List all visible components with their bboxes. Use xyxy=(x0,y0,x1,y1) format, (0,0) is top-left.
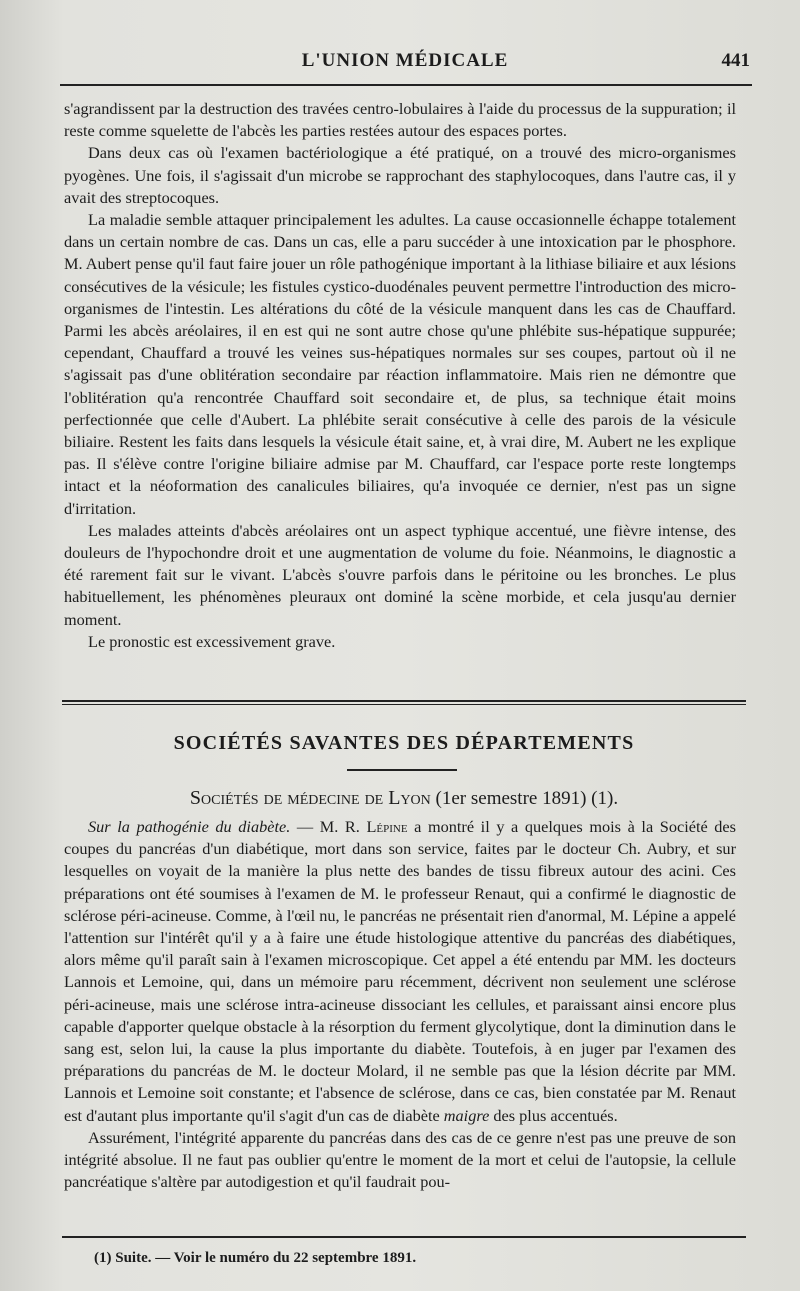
society-report xyxy=(64,816,736,1193)
section-title-rule xyxy=(347,769,457,771)
paragraph: Dans deux cas où l'examen bactériologique a été pratiqué, on a trouvé des micro-organismes pyogènes. Une fois, il s'agissait d'un microbe se rapprochant des staphylocoques, dans l'autre cas, il y avait des streptocoques. xyxy=(64,143,736,207)
page-number: 441 xyxy=(721,50,750,71)
footnote-rule xyxy=(62,1236,746,1238)
journal-title: L'UNION MÉDICALE xyxy=(301,50,509,71)
section-title: SOCIÉTÉS SAVANTES DES DÉPARTEMENTS xyxy=(173,732,635,754)
paragraph: s'agrandissent par la destruction des travées centro-lobulaires à l'aide du processus de la suppuration; il reste comme squelette de l'abcès les parties restées autour des espaces portes. xyxy=(64,99,736,141)
subsection-heading xyxy=(62,787,746,810)
section-divider xyxy=(62,700,746,705)
header-rule xyxy=(60,84,752,86)
author-name: Lépine xyxy=(366,817,408,836)
running-header xyxy=(60,50,750,74)
subsection-detail: (1er semestre 1891) (1). xyxy=(435,788,619,809)
subsection-title: Sociétés de médecine de Lyon xyxy=(189,787,431,809)
paragraph-title: Sur la pathogénie du diabète. xyxy=(88,817,291,836)
paragraph: La maladie semble attaquer principalement les adultes. La cause occasionnelle échappe totalement dans un certain nombre de cas. Dans un cas, elle a paru succéder à une intoxication par le phosphore. M. Aubert pense qu'il faut faire jouer un rôle pathogénique important à la lithiase biliaire et aux lésions consécutives de la vésicule; les fistules cystico-duodénales peuvent permettre l'introduction des micro-organismes de l'intestin. Les altérations du côté de la vésicule manquent dans les cas de Chauffard. Parmi les abcès aréolaires, il en est qui ne sont autre chose qu'une phlébite sus-hépatique suppurée; cependant, Chauffard a trouvé les veines sus-hépatiques normales sur ses coupes, partout où il ne s'agissait pas d'une oblitération secondaire par réaction inflammatoire. Mais rien ne démontre que l'oblitération qu'a rencontrée Chauffard soit secondaire et, de plus, sa technique était moins perfectionnée que celle d'Aubert. La phlébite serait consécutive à celle des parois de la vésicule biliaire. Restent les faits dans lesquels la vésicule était saine, et, à vrai dire, M. Aubert ne les explique pas. Il s'élève contre l'origine biliaire admise par M. Chauffard, car l'espace porte reste longtemps intact et la néoformation des canalicules biliaires, qu'a invoquée ce dernier, n'est pas un signe d'irritation. xyxy=(64,210,736,518)
footnote: (1) Suite. — Voir le numéro du 22 septembre 1891. xyxy=(94,1250,417,1266)
article-continuation xyxy=(64,98,736,653)
paragraph: Les malades atteints d'abcès aréolaires ont un aspect typhique accentué, une fièvre intense, des douleurs de l'hypochondre droit et une augmentation de volume du foie. Néanmoins, le diagnostic a été rarement fait sur le vivant. L'abcès s'ouvre parfois dans le péritoine ou les bronches. Le plus habituellement, les phénomènes pleuraux ont dominé la scène morbide, et cela jusqu'au dernier moment. xyxy=(64,520,736,629)
paragraph: Assurément, l'intégrité apparente du pancréas dans des cas de ce genre n'est pas une preuve de son intégrité absolue. Il ne faut pas oublier qu'entre le moment de la mort et celui de l'autopsie, la cellule pancréatique s'altère par autodigestion et qu'il faudrait pou- xyxy=(64,1127,736,1192)
paragraph: Le pronostic est excessivement grave. xyxy=(88,631,336,651)
paragraph: Sur la pathogénie du diabète. — M. R. Lépine a montré il y a quelques mois à la Société des coupes du pancréas d'un diabétique, mort dans son service, faites par le docteur Ch. Aubry, et sur lesquelles on voyait de la manière la plus nette des bandes de tissu fibreux autour des acini. Ces préparations ont été soumises à l'examen de M. le professeur Renaut, qui a confirmé le diagnostic de sclérose péri-acineuse. Comme, à l'œil nu, le pancréas ne présentait rien d'anormal, M. Lépine a appelé l'attention sur l'intérêt qu'il y a à faire une étude histologique attentive du pancréas des diabétiques, alors même qu'il paraît sain à l'examen microscopique. Cet appel a été entendu par MM. les docteurs Lannois et Lemoine, qui, dans un mémoire paru récemment, décrivent non seulement une sclérose péri-acineuse, mais une sclérose intra-acineuse dissociant les cellules, et paraissant ainsi encore plus capable d'apporter quelque obstacle à la résorption du ferment glycolytique, dont la diminution dans le sang est, selon lui, la cause la plus importante du diabète. Toutefois, à en juger par l'examen des préparations du pancréas de M. le docteur Molard, il ne semble pas que la lésion décrite par MM. Lannois et Lemoine soit constante; et l'absence de sclérose, dans ce cas, bien constatée par M. Renaut est d'autant plus importante qu'il s'agit d'un cas de diabète maigre des plus accentués. xyxy=(64,817,736,1125)
